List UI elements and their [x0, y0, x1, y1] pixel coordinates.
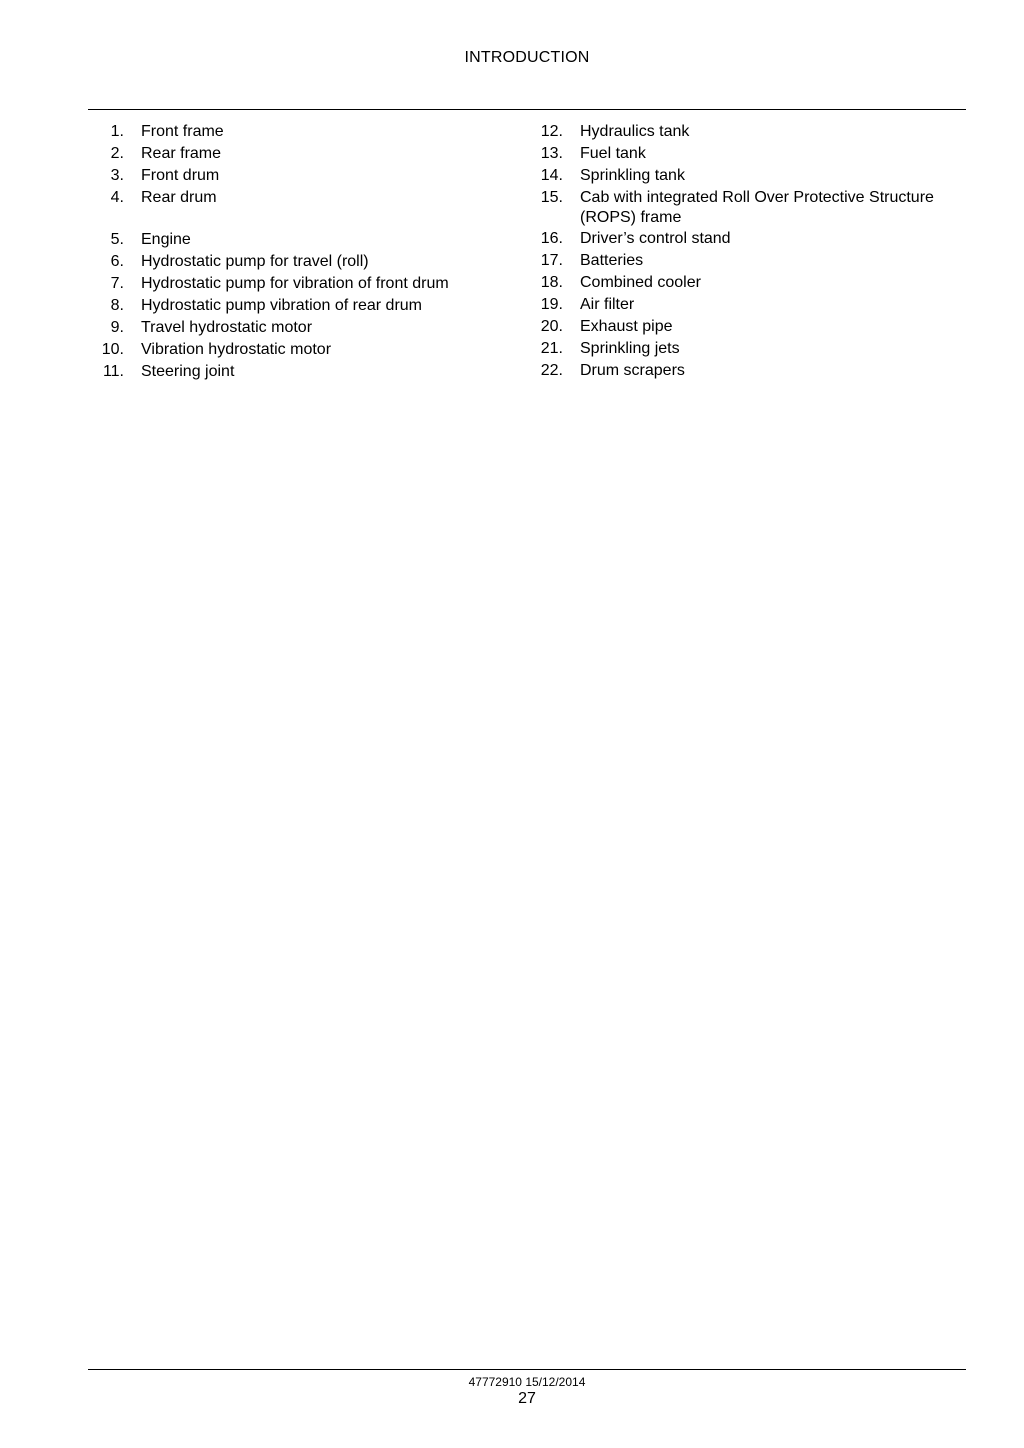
legend-item-number: 2.	[110, 145, 124, 162]
legend-item-label: Hydrostatic pump for vibration of front drum	[141, 275, 449, 292]
legend-item	[527, 121, 967, 143]
footer-document-reference: 47772910 15/12/2014	[468, 1375, 586, 1389]
legend-item	[527, 228, 967, 250]
legend-item	[527, 272, 967, 294]
legend-item-label: Combined cooler	[580, 274, 701, 291]
legend-item	[88, 165, 508, 187]
legend-item-label: Exhaust pipe	[580, 318, 673, 335]
legend-item-number: 15.	[540, 189, 563, 206]
legend-item-number: 21.	[540, 340, 563, 357]
legend-item	[527, 360, 967, 382]
legend-column-right	[527, 121, 967, 382]
legend-item	[88, 251, 508, 273]
legend-item-number: 4.	[110, 189, 124, 206]
legend-item-number: 12.	[540, 123, 563, 140]
legend-item-number: 6.	[110, 253, 124, 270]
legend-item	[88, 317, 508, 339]
page-header-title: INTRODUCTION	[464, 49, 590, 66]
legend-item	[88, 339, 508, 361]
legend-item-number: 17.	[540, 252, 563, 269]
legend-item-label: Driver’s control stand	[580, 230, 731, 247]
legend-item-label: Cab with integrated Roll Over Protective Structure (ROPS) frame	[580, 189, 934, 226]
legend-item	[527, 250, 967, 272]
legend-item-number: 16.	[540, 230, 563, 247]
legend-item-label: Air filter	[580, 296, 635, 313]
legend-item-number: 1.	[110, 123, 124, 140]
legend-item	[88, 229, 508, 251]
legend-item-label: Sprinkling tank	[580, 167, 685, 184]
legend-item-number: 10.	[101, 341, 124, 358]
legend-item	[527, 143, 967, 165]
legend-column-left	[88, 121, 508, 383]
footer-divider	[88, 1369, 966, 1370]
legend-item-number: 3.	[110, 167, 124, 184]
legend-item-label: Travel hydrostatic motor	[141, 319, 313, 336]
legend-item	[527, 165, 967, 187]
legend-item-label: Hydrostatic pump for travel (roll)	[141, 253, 369, 270]
legend-item-label: Front frame	[141, 123, 224, 140]
legend-item-label: Sprinkling jets	[580, 340, 680, 357]
legend-item-label: Drum scrapers	[580, 362, 685, 379]
legend-item-number: 9.	[110, 319, 124, 336]
legend-item-label: Vibration hydrostatic motor	[141, 341, 332, 358]
legend-item-label: Batteries	[580, 252, 644, 269]
legend-item-number: 7.	[110, 275, 124, 292]
legend-item-label: Engine	[141, 231, 191, 248]
legend-item-number: 5.	[110, 231, 124, 248]
legend-item	[527, 187, 967, 228]
legend-item	[527, 294, 967, 316]
legend-item-label: Front drum	[141, 167, 220, 184]
legend-item-label: Steering joint	[141, 363, 235, 380]
legend-item-number: 8.	[110, 297, 124, 314]
legend-item-number: 22.	[540, 362, 563, 379]
page-number: 27	[518, 1390, 536, 1407]
header-divider	[88, 109, 966, 110]
legend-item	[88, 121, 508, 143]
legend-item-label: Fuel tank	[580, 145, 646, 162]
legend-item-label: Hydraulics tank	[580, 123, 690, 140]
legend-item-number: 19.	[540, 296, 563, 313]
legend-item	[88, 187, 508, 209]
legend-item	[527, 338, 967, 360]
legend-item-label: Rear frame	[141, 145, 222, 162]
legend-item-label: Rear drum	[141, 189, 217, 206]
legend-item	[88, 143, 508, 165]
legend-item-number: 14.	[540, 167, 563, 184]
legend-item	[88, 273, 508, 295]
legend-item-number: 18.	[540, 274, 563, 291]
legend-item-number: 20.	[540, 318, 563, 335]
legend-item-label: Hydrostatic pump vibration of rear drum	[141, 297, 422, 314]
legend-item	[88, 361, 508, 383]
legend-item-number: 11.	[102, 363, 124, 380]
legend-item-number: 13.	[540, 145, 563, 162]
legend-item	[88, 295, 508, 317]
legend-item	[527, 316, 967, 338]
